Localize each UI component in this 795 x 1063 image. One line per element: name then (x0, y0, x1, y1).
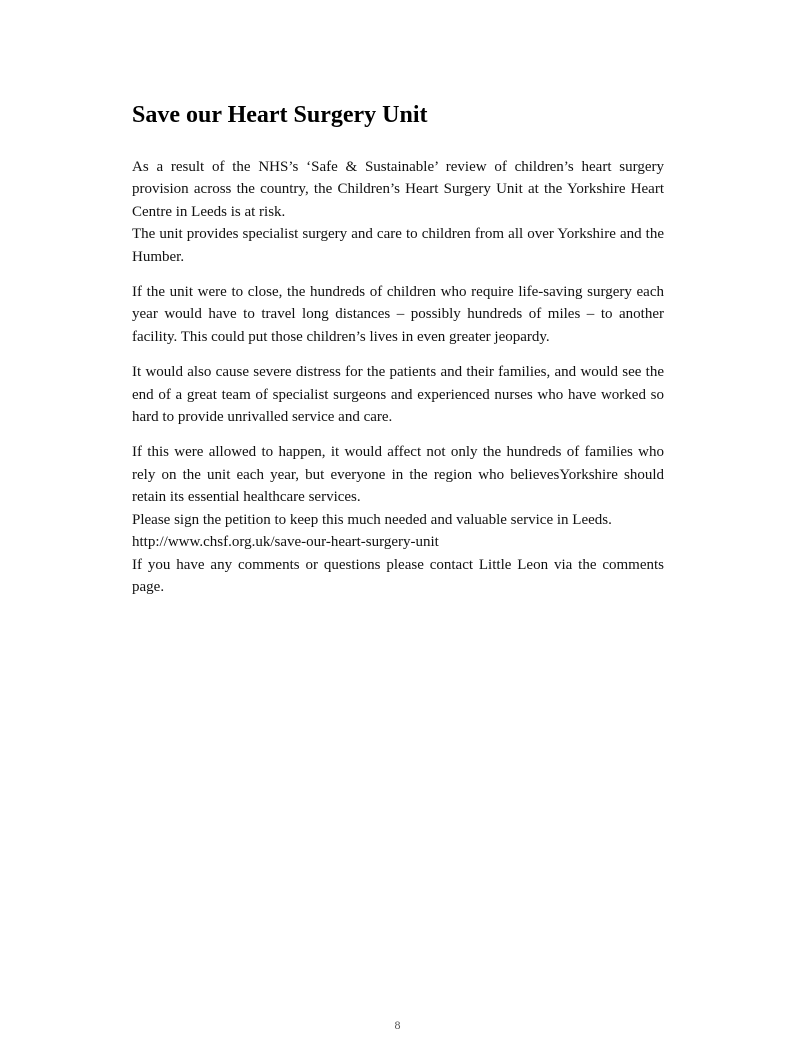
paragraph-review (132, 156, 664, 268)
text-contact: If you have any comments or questions please contact Little Leon via the comments page. (132, 556, 664, 595)
paragraph-petition (132, 441, 664, 598)
page-number: 8 (394, 1018, 401, 1032)
document-body (132, 100, 664, 598)
text-region-impact: If this were allowed to happen, it would affect not only the hundreds of families who rely on the unit each year, but everyone in the region who believesYorkshire should retain its essential healthcare services. (132, 444, 664, 506)
paragraph-distress: It would also cause severe distress for the patients and their families, and would see the end of a great team of specialist surgeons and experienced nurses who have worked so hard to provide unrivalled service and care. (132, 364, 664, 426)
paragraph-closure-impact: If the unit were to close, the hundreds of children who require life-saving surgery each year would have to travel long distances – possibly hundreds of miles – to another facility. This could put those children’s lives in even greater jeopardy. (132, 284, 664, 345)
text-unit-provides: The unit provides specialist surgery and care to children from all over Yorkshire and the Humber. (132, 226, 664, 265)
petition-link[interactable]: http://www.chsf.org.uk/save-our-heart-surgery-unit (132, 534, 439, 551)
text-review-risk: As a result of the NHS’s ‘Safe & Sustainable’ review of children’s heart surgery provision across the country, the Children’s Heart Surgery Unit at the Yorkshire Heart Centre in Leeds is at risk. (132, 159, 664, 220)
text-petition-request: Please sign the petition to keep this much needed and valuable service in Leeds. (132, 511, 612, 528)
page-title: Save our Heart Surgery Unit (132, 102, 428, 128)
